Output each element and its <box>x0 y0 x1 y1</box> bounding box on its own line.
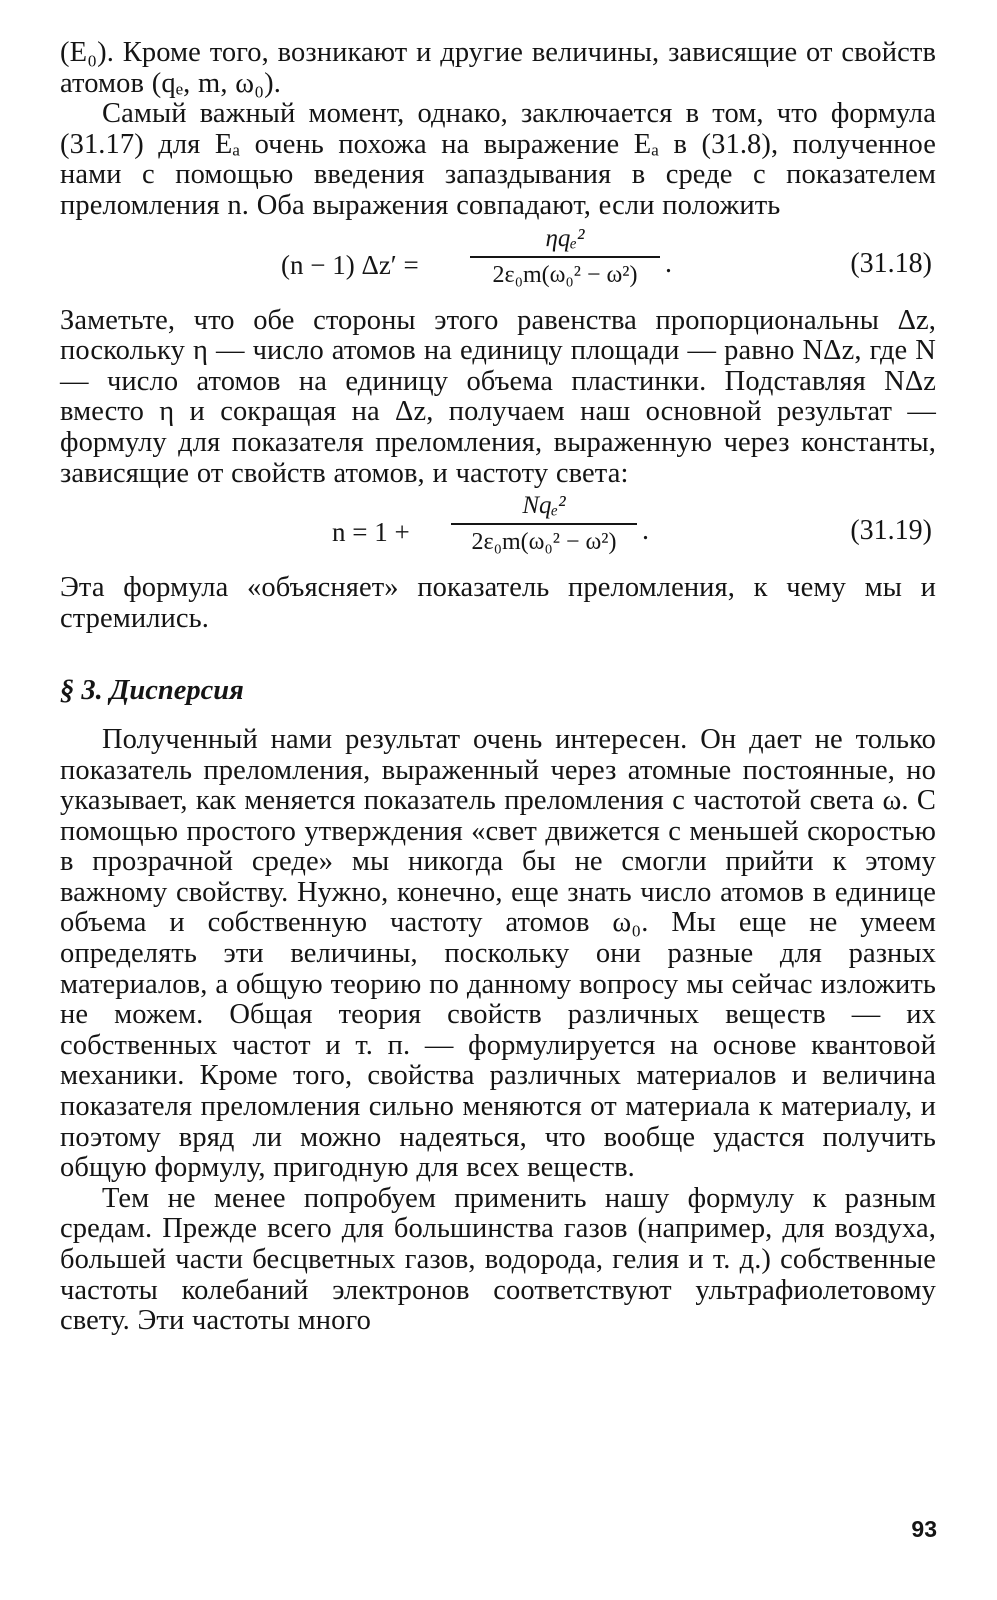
equation-31-18-numerator: ηqₑ² <box>545 224 585 252</box>
paragraph-5: Полученный нами результат очень интересен. Он дает не только показатель преломления, выраженный через атомные постоянные, но указывает, как меняется показатель преломления с частотой света ω. С помощью простого утверждения «свет движется с меньшей скоростью в прозрачной среде» мы никогда бы не смогли прийти к этому важному свойству. Нужно, конечно, еще знать число атомов в единице объема и собственную частоту атомов ω₀. Мы еще не умеем определять эти величины, поскольку они разные для разных материалов, а общую теорию по данному вопросу мы сейчас изложить не можем. Общая теория свойств различных веществ — их собственных частот и т. п. — формулируется на основе квантовой механики. Кроме того, свойства различных материалов и величина показателя преломления сильно меняются от материала к материалу, и поэтому вряд ли можно надеяться, что вообще удастся получить общую формулу, пригодную для всех веществ. <box>60 723 936 1184</box>
equation-31-19-denominator: 2ε₀m(ω₀² − ω²) <box>471 529 617 556</box>
paragraph-1: (E₀). Кроме того, возникают и другие величины, зависящие от свойств атомов (qₑ, m, ω₀). <box>60 37 936 99</box>
equation-31-19-number: (31.19) <box>850 515 932 547</box>
equation-31-19 <box>60 489 936 573</box>
page-number: 93 <box>911 1516 937 1542</box>
equation-31-19-numerator: Nqₑ² <box>522 492 566 520</box>
book-page <box>60 38 936 1558</box>
paragraph-6: Тем не менее попробуем применить нашу формулу к разным средам. Прежде всего для большинства газов (например, для воздуха, большей части бесцветных газов, водорода, гелия и т. д.) собственные частоты колебаний электронов соответствуют ультрафиолетовому свету. Эти частоты много <box>60 1182 936 1337</box>
equation-31-18 <box>60 222 936 306</box>
equation-31-19-lhs: n = 1 + <box>332 517 410 548</box>
equation-31-18-number: (31.18) <box>850 247 932 279</box>
paragraph-2: Самый важный момент, однако, заключается в том, что формула (31.17) для Eₐ очень похожа на выражение Eₐ в (31.8), полученное нами с помощью введения запаздывания в среде с показателем преломления n. Оба выражения совпадают, если положить <box>60 98 936 221</box>
equation-31-19-end: . <box>642 515 649 547</box>
equation-31-19-fraction <box>446 489 642 559</box>
equation-31-18-lhs: (n − 1) Δz′ = <box>281 249 419 280</box>
equation-31-18-fraction <box>465 222 665 292</box>
section-title: § 3. Дисперсия <box>60 675 244 707</box>
paragraph-3: Заметьте, что обе стороны этого равенства пропорциональны Δz, поскольку η — число атомов на единицу площади — равно NΔz, где N — число атомов на единицу объема пластинки. Подставляя NΔz вместо η и сокращая на Δz, получаем наш основной результат — формулу для показателя преломления, выраженную через константы, зависящие от свойств атомов, и частоту света: <box>60 304 936 489</box>
equation-31-18-end: . <box>665 247 672 279</box>
paragraph-4: Эта формула «объясняет» показатель преломления, к чему мы и стремились. <box>60 572 936 634</box>
equation-31-18-denominator: 2ε₀m(ω₀² − ω²) <box>492 261 638 288</box>
